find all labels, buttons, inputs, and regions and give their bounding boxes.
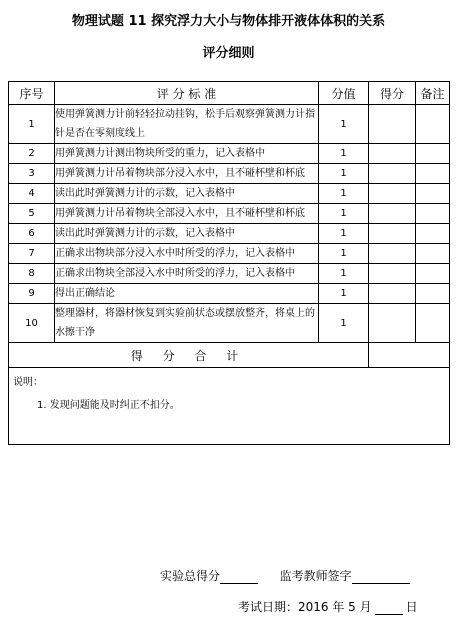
row-remarks-cell[interactable] xyxy=(416,224,450,244)
page-title: 物理试题 11 探究浮力大小与物体排开液体体积的关系 xyxy=(71,14,386,29)
row-number: 5 xyxy=(9,204,55,224)
notes-cell xyxy=(9,368,450,445)
row-score-cell[interactable] xyxy=(369,204,416,224)
table-row xyxy=(9,184,450,204)
row-score-cell[interactable] xyxy=(369,184,416,204)
row-remarks-cell[interactable] xyxy=(416,105,450,144)
table-row xyxy=(9,144,450,164)
row-score-cell[interactable] xyxy=(369,304,416,343)
row-points: 1 xyxy=(319,244,369,264)
row-points: 1 xyxy=(319,105,369,144)
examiner-signature-label: 监考教师签字 xyxy=(279,569,352,583)
row-remarks-cell[interactable] xyxy=(416,184,450,204)
exam-day-suffix: 日 xyxy=(405,600,418,614)
table-row xyxy=(9,164,450,184)
row-remarks-cell[interactable] xyxy=(416,144,450,164)
total-score-blank[interactable] xyxy=(220,571,258,584)
table-row xyxy=(9,244,450,264)
row-number: 3 xyxy=(9,164,55,184)
table-row xyxy=(9,105,450,144)
row-number: 4 xyxy=(9,184,55,204)
row-remarks-cell[interactable] xyxy=(416,244,450,264)
row-points: 1 xyxy=(319,204,369,224)
table-row xyxy=(9,224,450,244)
total-score-cell[interactable] xyxy=(369,343,450,368)
page-subtitle: 评分细则 xyxy=(202,46,255,61)
exam-date-label: 考试日期：2016 年 5 月 xyxy=(238,600,372,614)
row-criteria: 得出正确结论 xyxy=(55,284,319,304)
table-row xyxy=(9,204,450,224)
header-criteria: 评 分 标 准 xyxy=(55,82,319,105)
row-number: 9 xyxy=(9,284,55,304)
table-row xyxy=(9,264,450,284)
row-criteria: 正确求出物块部分浸入水中时所受的浮力，记入表格中 xyxy=(55,244,319,264)
signature-line xyxy=(160,567,410,584)
header-score: 得分 xyxy=(369,82,416,105)
row-number: 1 xyxy=(9,105,55,144)
examiner-signature-blank[interactable] xyxy=(352,571,410,584)
row-score-cell[interactable] xyxy=(369,284,416,304)
row-points: 1 xyxy=(319,304,369,343)
row-number: 10 xyxy=(9,304,55,343)
row-points: 1 xyxy=(319,224,369,244)
row-score-cell[interactable] xyxy=(369,224,416,244)
total-label: 得 分 合 计 xyxy=(9,343,369,368)
row-points: 1 xyxy=(319,184,369,204)
row-criteria: 读出此时弹簧测力计的示数，记入表格中 xyxy=(55,224,319,244)
row-score-cell[interactable] xyxy=(369,105,416,144)
exam-day-blank[interactable] xyxy=(375,602,403,615)
total-score-label: 实验总得分 xyxy=(160,569,221,583)
row-remarks-cell[interactable] xyxy=(416,204,450,224)
row-points: 1 xyxy=(319,164,369,184)
row-criteria: 用弹簧测力计测出物块所受的重力，记入表格中 xyxy=(55,144,319,164)
scoring-table xyxy=(8,81,450,445)
row-remarks-cell[interactable] xyxy=(416,304,450,343)
header-points: 分值 xyxy=(319,82,369,105)
row-number: 6 xyxy=(9,224,55,244)
row-score-cell[interactable] xyxy=(369,264,416,284)
exam-date-line xyxy=(238,598,418,615)
notes-title: 说明： xyxy=(13,377,43,388)
row-criteria: 正确求出物块全部浸入水中时所受的浮力，记入表格中 xyxy=(55,264,319,284)
row-criteria: 用弹簧测力计吊着物块部分浸入水中，且不碰杯壁和杯底 xyxy=(55,164,319,184)
row-criteria: 整理器材，将器材恢复到实验前状态或摆放整齐，将桌上的水擦干净 xyxy=(55,304,319,343)
row-number: 7 xyxy=(9,244,55,264)
table-row xyxy=(9,284,450,304)
row-number: 8 xyxy=(9,264,55,284)
row-remarks-cell[interactable] xyxy=(416,264,450,284)
row-points: 1 xyxy=(319,284,369,304)
row-score-cell[interactable] xyxy=(369,164,416,184)
notes-item: 1. 发现问题能及时纠正不扣分。 xyxy=(37,400,180,411)
row-remarks-cell[interactable] xyxy=(416,164,450,184)
row-points: 1 xyxy=(319,144,369,164)
row-remarks-cell[interactable] xyxy=(416,284,450,304)
row-criteria: 用弹簧测力计吊着物块全部浸入水中，且不碰杯壁和杯底 xyxy=(55,204,319,224)
row-points: 1 xyxy=(319,264,369,284)
table-header-row xyxy=(9,82,450,105)
header-no: 序号 xyxy=(9,82,55,105)
header-remarks: 备注 xyxy=(416,82,450,105)
row-number: 2 xyxy=(9,144,55,164)
total-row xyxy=(9,343,450,368)
row-score-cell[interactable] xyxy=(369,144,416,164)
notes-row xyxy=(9,368,450,445)
row-criteria: 使用弹簧测力计前轻轻拉动挂钩，松手后观察弹簧测力计指针是否在零刻度线上 xyxy=(55,105,319,144)
row-criteria: 读出此时弹簧测力计的示数，记入表格中 xyxy=(55,184,319,204)
row-score-cell[interactable] xyxy=(369,244,416,264)
table-row xyxy=(9,304,450,343)
